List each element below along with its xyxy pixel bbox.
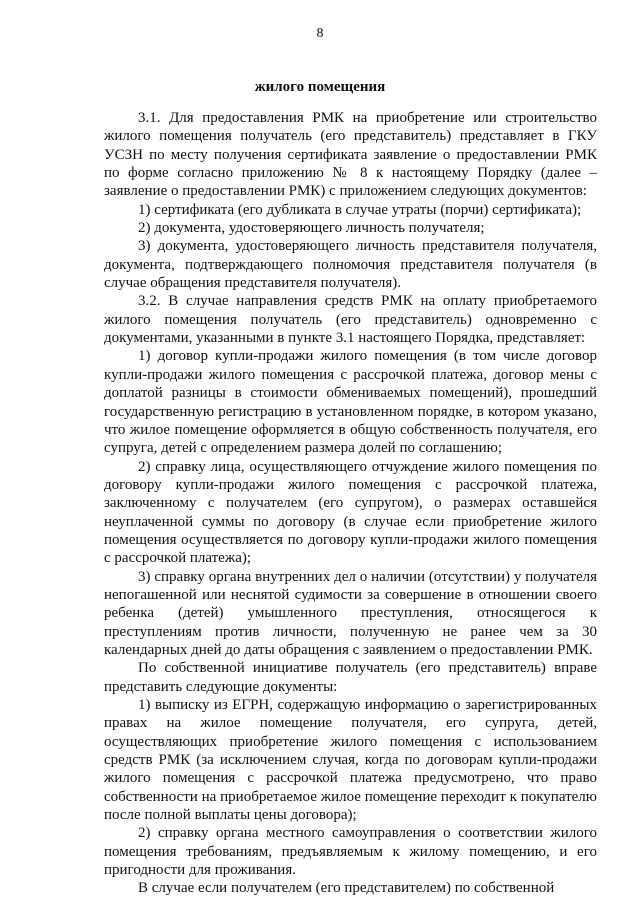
list-item-criminal-record-certificate: 3) справку органа внутренних дел о наличии (отсутствии) у получателя непогашенной или неснятой судимости за совершение в отношении своего ребенка (детей) умышленного преступления, относящегося к преступлениям против личности, полученную не ранее чем за 30 календарных дней до даты обращения с заявлением о предоставлении РМК. bbox=[104, 568, 597, 658]
list-item-installment-certificate: 2) справку лица, осуществляющего отчуждение жилого помещения по договору купли-продажи жилого помещения с рассрочкой платежа, заключенному с получателем (его супругом), о размерах оставшейся неуплаченной суммы по договору (в случае если приобретение жилого помещения осуществляется по договору купли-продажи жилого помещения с рассрочкой платежа); bbox=[104, 458, 597, 567]
document-body bbox=[104, 109, 597, 898]
list-item-egrn-extract: 1) выписку из ЕГРН, содержащую информацию о зарегистрированных правах на жилое помещение получателя, его супруга, детей, осуществляющих приобретение жилого помещения с использованием средств РМК (за исключением случая, когда по договорам купли-продажи жилого помещения с рассрочкой платежа предусмотрено, что право собственности на приобретаемое жилое помещение переходит к покупателю после полной выплаты цены договора); bbox=[104, 697, 597, 824]
list-item-representative-documents: 3) документа, удостоверяющего личность представителя получателя, документа, подтверждающего полномочия представителя получателя (в случае обращения представителя получателя). bbox=[104, 238, 597, 292]
list-item-certificate: 1) сертификата (его дубликата в случае утраты (порчи) сертификата); bbox=[138, 201, 582, 218]
paragraph-3-2: 3.2. В случае направления средств РМК на оплату приобретаемого жилого помещения получатель (его представитель) одновременно с документами, указанными в пункте 3.1 настоящего Порядка, представляет: bbox=[104, 293, 597, 347]
paragraph-own-initiative: По собственной инициативе получатель (его представитель) вправе представить следующие документы: bbox=[104, 660, 597, 695]
list-item-housing-suitability-certificate: 2) справку органа местного самоуправления о соответствии жилого помещения требованиям, предъявляемым к жилому помещению, и его пригодности для проживания. bbox=[104, 825, 597, 879]
paragraph-3-1: 3.1. Для предоставления РМК на приобретение или строительство жилого помещения получатель (его представитель) представляет в ГКУ УСЗН по месту получения сертификата заявление о предоставлении РМК по форме согласно приложению № 8 к настоящему Порядку (далее – заявление о предоставлении РМК) с приложением следующих документов: bbox=[104, 110, 597, 200]
section-heading: жилого помещения bbox=[254, 79, 386, 95]
list-item-identity-document: 2) документа, удостоверяющего личность получателя; bbox=[138, 220, 485, 237]
page-number: 8 bbox=[316, 26, 324, 41]
list-item-purchase-agreement: 1) договор купли-продажи жилого помещения (в том числе договор купли-продажи жилого помещения с рассрочкой платежа, договор мены с доплатой разницы в стоимости обмениваемых помещений), прошедший государственную регистрацию в установленном порядке, в котором указано, что жилое помещение оформляется в общую собственность получателя, его супруга, детей с определением размера долей по соглашению; bbox=[104, 348, 597, 457]
paragraph-continuation: В случае если получателем (его представителем) по собственной bbox=[138, 880, 555, 897]
